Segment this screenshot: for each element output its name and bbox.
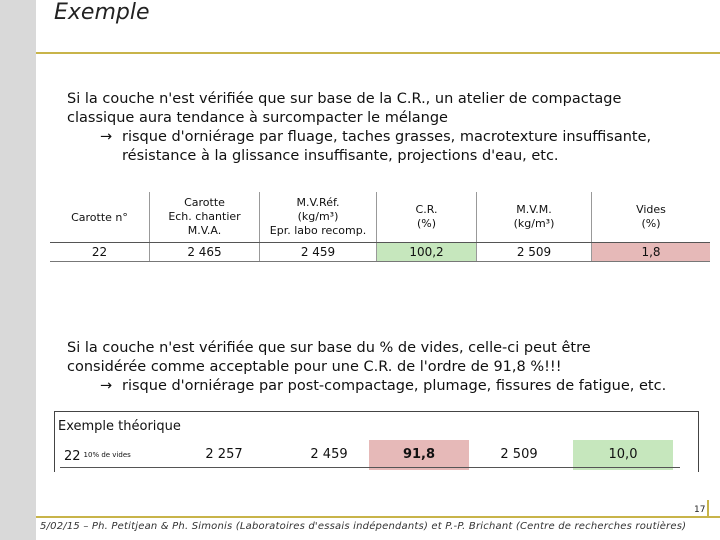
header-cr: C.R. (%) [377, 192, 477, 243]
section1-bullet-line2: résistance à la glissance insuffisante, projections d'eau, etc. [122, 148, 559, 164]
example-mvm: 2 509 [500, 447, 538, 462]
title-divider [36, 52, 720, 54]
section1-line2: classique aura tendance à surcompacter le mélange [67, 110, 448, 126]
header-mvm: M.V.M. (kg/m³) [477, 192, 592, 243]
example-cr: 91,8 [369, 440, 469, 470]
section1-bullet [67, 128, 707, 166]
example-vides: 10,0 [573, 440, 673, 470]
value-mv-ref: 2 459 [260, 243, 377, 262]
example-underline [60, 467, 680, 468]
cr-table-header-row [50, 192, 710, 243]
section1-text [67, 90, 707, 166]
value-mva: 2 465 [150, 243, 260, 262]
section2-line1: Si la couche n'est vérifiée que sur base du % de vides, celle-ci peut être [67, 340, 591, 356]
example-title: Exemple théorique [58, 419, 181, 434]
value-carotte-no: 22 [50, 243, 150, 262]
value-mvm: 2 509 [477, 243, 592, 262]
example-row [54, 440, 697, 470]
left-decor-bar [0, 0, 36, 540]
header-mv-ref: M.V.Réf. (kg/m³) Epr. labo recomp. [260, 192, 377, 243]
header-carotte-mva: Carotte Ech. chantier M.V.A. [150, 192, 260, 243]
section1-line1: Si la couche n'est vérifiée que sur base de la C.R., un atelier de compactage [67, 91, 622, 107]
arrow-icon: → [100, 129, 113, 145]
section1-bullet-line1: risque d'orniérage par fluage, taches grasses, macrotexture insuffisante, [122, 129, 652, 145]
example-mv-ref: 2 459 [310, 447, 348, 462]
footer-divider [36, 516, 720, 518]
example-carotte: 22 $^{10\% de vides}$ [64, 449, 131, 464]
value-vides: 1,8 [592, 243, 711, 262]
section2-line2: considérée comme acceptable pour une C.R. de l'ordre de 91,8 %!!! [67, 359, 562, 375]
section2-bullet-text: risque d'orniérage par post-compactage, plumage, fissures de fatigue, etc. [122, 378, 667, 394]
page-number: 17 [694, 505, 706, 515]
cr-table [50, 192, 710, 262]
header-vides: Vides (%) [592, 192, 711, 243]
header-carotte-no: Carotte n° [50, 192, 150, 243]
example-mva: 2 257 [205, 447, 243, 462]
section2-bullet [67, 377, 707, 396]
example-note: 10% de vides [83, 451, 131, 459]
arrow-icon: → [100, 378, 113, 394]
table-row [50, 243, 710, 262]
section2-text [67, 339, 707, 396]
value-cr: 100,2 [377, 243, 477, 262]
slide-title: Exemple [54, 0, 150, 25]
footer-text: 5/02/15 – Ph. Petitjean & Ph. Simonis (Laboratoires d'essais indépendants) et P.-P. Brichant (Centre de recherches routières) [40, 521, 687, 532]
